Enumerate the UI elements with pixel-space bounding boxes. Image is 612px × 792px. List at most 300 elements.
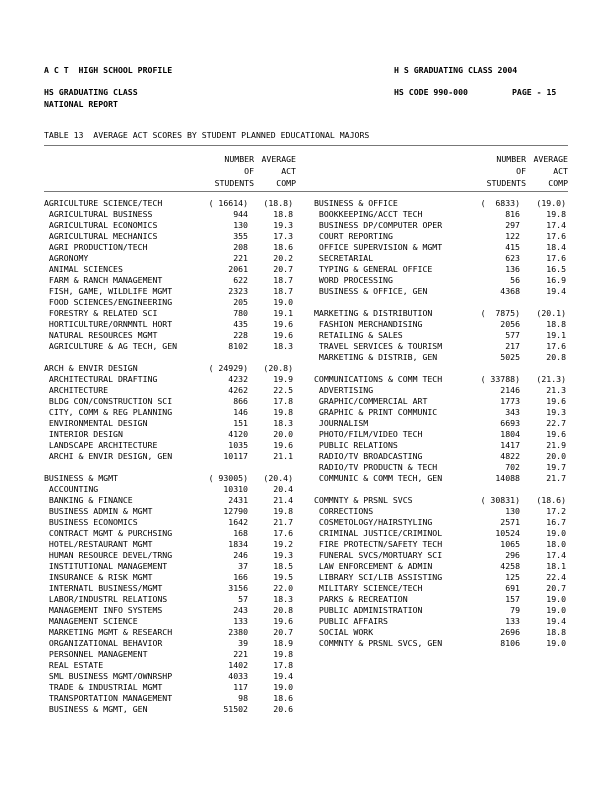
act-average: (21.3) (536, 374, 566, 384)
major-label: MARKETING & DISTRIB, GEN (314, 352, 438, 362)
major-label: BANKING & FINANCE (44, 495, 133, 505)
student-count: 2571 (500, 517, 520, 527)
major-label: CRIMINAL JUSTICE/CRIMINOL (314, 528, 443, 538)
major-label: TRAVEL SERVICES & TOURISM (314, 341, 443, 351)
student-count: 2061 (228, 264, 248, 274)
act-average: (18.8) (263, 198, 293, 208)
act-average: 21.7 (273, 517, 293, 527)
student-count: 228 (233, 330, 248, 340)
table-row (44, 594, 293, 605)
table-row (44, 297, 293, 308)
act-average: 19.6 (273, 440, 293, 450)
table-row (314, 242, 566, 253)
major-label: PARKS & RECREATION (314, 594, 408, 604)
act-average: 18.7 (273, 275, 293, 285)
page-number: PAGE - 15 (512, 87, 557, 97)
act-average: 19.0 (546, 528, 566, 538)
act-average: (20.4) (263, 473, 293, 483)
major-label: INSTITUTIONAL MANAGEMENT (44, 561, 168, 571)
table-row (44, 627, 293, 638)
major-label: AGRICULTURE SCIENCE/TECH (44, 198, 163, 208)
table-row (44, 242, 293, 253)
table-row (314, 561, 566, 572)
major-label: LIBRARY SCI/LIB ASSISTING (314, 572, 443, 582)
act-average: 17.8 (273, 396, 293, 406)
student-count: 623 (505, 253, 520, 263)
top-rule (44, 145, 568, 146)
student-count: 37 (238, 561, 248, 571)
major-label: MARKETING & DISTRIBUTION (314, 308, 433, 318)
table-row (44, 198, 293, 209)
act-average: 19.6 (273, 616, 293, 626)
major-label: FASHION MERCHANDISING (314, 319, 423, 329)
major-label: CONTRACT MGMT & PURCHSING (44, 528, 173, 538)
act-average: (20.1) (536, 308, 566, 318)
major-label: SML BUSINESS MGMT/OWNRSHP (44, 671, 173, 681)
table-row (44, 451, 293, 462)
student-count: 117 (233, 682, 248, 692)
major-label: BOOKKEEPING/ACCT TECH (314, 209, 423, 219)
student-count: 435 (233, 319, 248, 329)
act-average: 18.3 (273, 418, 293, 428)
major-label: HORTICULTURE/ORNMNTL HORT (44, 319, 173, 329)
table-row (44, 616, 293, 627)
act-average: 20.8 (546, 352, 566, 362)
table-row (44, 473, 293, 484)
table-row (44, 330, 293, 341)
act-average: 19.1 (273, 308, 293, 318)
major-label: BUSINESS ECONOMICS (44, 517, 138, 527)
student-count: ( 16614) (208, 198, 248, 208)
act-average: 20.8 (273, 605, 293, 615)
student-count: 51502 (223, 704, 248, 714)
student-count: 205 (233, 297, 248, 307)
act-average: 19.6 (273, 330, 293, 340)
student-count: 297 (505, 220, 520, 230)
student-count: 622 (233, 275, 248, 285)
student-count: 4120 (228, 429, 248, 439)
major-label: MARKETING MGMT & RESEARCH (44, 627, 173, 637)
student-count: 57 (238, 594, 248, 604)
table-row (314, 319, 566, 330)
student-count: 4033 (228, 671, 248, 681)
act-average: 18.3 (273, 594, 293, 604)
table-row (44, 440, 293, 451)
major-label: SOCIAL WORK (314, 627, 374, 637)
major-label: ENVIRONMENTAL DESIGN (44, 418, 148, 428)
act-average: 19.6 (546, 429, 566, 439)
table-row (314, 220, 566, 231)
table-row (314, 462, 566, 473)
table-row (44, 319, 293, 330)
act-average: 20.2 (273, 253, 293, 263)
table-row (44, 231, 293, 242)
major-label: WORD PROCESSING (314, 275, 393, 285)
table-row (314, 209, 566, 220)
major-label: NATURAL RESOURCES MGMT (44, 330, 158, 340)
table-row (314, 550, 566, 561)
student-count: 296 (505, 550, 520, 560)
student-count: 157 (505, 594, 520, 604)
student-count: 2431 (228, 495, 248, 505)
act-average: 19.4 (546, 286, 566, 296)
major-label: INTERIOR DESIGN (44, 429, 123, 439)
act-average: (18.6) (536, 495, 566, 505)
student-count: 2323 (228, 286, 248, 296)
major-label: INTERNATL BUSINESS/MGMT (44, 583, 163, 593)
major-label: HUMAN RESOURCE DEVEL/TRNG (44, 550, 173, 560)
act-average: 18.8 (546, 319, 566, 329)
major-label: MANAGEMENT SCIENCE (44, 616, 138, 626)
table-row (314, 572, 566, 583)
student-count: 2380 (228, 627, 248, 637)
right-average-header: AVERAGE ACT COMP (533, 154, 568, 188)
hs-code: HS CODE 990-000 (394, 87, 468, 97)
student-count: ( 24929) (208, 363, 248, 373)
student-count: 10524 (495, 528, 520, 538)
student-count: 98 (238, 693, 248, 703)
act-average: 17.4 (546, 220, 566, 230)
major-label: BUSINESS & OFFICE, GEN (314, 286, 428, 296)
major-label: COMMNTY & PRSNL SVCS, GEN (314, 638, 443, 648)
report-title: A C T HIGH SCHOOL PROFILE (44, 65, 173, 75)
major-label: AGRICULTURAL ECONOMICS (44, 220, 158, 230)
student-count: 1804 (500, 429, 520, 439)
major-label: COMMNTY & PRSNL SVCS (314, 495, 413, 505)
major-label: COSMETOLOGY/HAIRSTYLING (314, 517, 433, 527)
table-row (314, 440, 566, 451)
act-average: 19.8 (273, 407, 293, 417)
act-average: 16.7 (546, 517, 566, 527)
left-average-header: AVERAGE ACT COMP (261, 154, 296, 188)
major-label: FARM & RANCH MANAGEMENT (44, 275, 163, 285)
act-average: 19.5 (273, 572, 293, 582)
table-row (314, 506, 566, 517)
table-row (44, 605, 293, 616)
student-count: 691 (505, 583, 520, 593)
act-average: 19.6 (546, 396, 566, 406)
act-average: 18.7 (273, 286, 293, 296)
major-label: FISH, GAME, WILDLIFE MGMT (44, 286, 173, 296)
major-label: BUSINESS & OFFICE (314, 198, 398, 208)
act-average: 19.8 (273, 649, 293, 659)
left-number-header: NUMBER OF STUDENTS (214, 154, 254, 188)
major-label: ARCHITECTURAL DRAFTING (44, 374, 158, 384)
table-row (314, 264, 566, 275)
act-average: 17.6 (546, 341, 566, 351)
major-label: GRAPHIC & PRINT COMMUNIC (314, 407, 438, 417)
student-count: 1035 (228, 440, 248, 450)
table-row (314, 385, 566, 396)
student-count: 130 (505, 506, 520, 516)
table-row (314, 231, 566, 242)
table-row (314, 418, 566, 429)
act-average: 17.6 (546, 231, 566, 241)
student-count: 4368 (500, 286, 520, 296)
major-label: FUNERAL SVCS/MORTUARY SCI (314, 550, 443, 560)
major-label: PUBLIC RELATIONS (314, 440, 398, 450)
table-row (44, 682, 293, 693)
student-count: ( 6833) (480, 198, 520, 208)
student-count: 151 (233, 418, 248, 428)
table-row (44, 363, 293, 374)
table-row (314, 286, 566, 297)
national-report-label: NATIONAL REPORT (44, 99, 118, 109)
act-average: 19.9 (273, 374, 293, 384)
act-average: 17.6 (546, 253, 566, 263)
table-row (314, 517, 566, 528)
student-count: 122 (505, 231, 520, 241)
table-row (314, 330, 566, 341)
act-average: 21.7 (546, 473, 566, 483)
table-row (44, 275, 293, 286)
table-row (44, 341, 293, 352)
major-label: PUBLIC AFFAIRS (314, 616, 388, 626)
table-row (314, 341, 566, 352)
student-count: 217 (505, 341, 520, 351)
table-row (44, 220, 293, 231)
student-count: 10117 (223, 451, 248, 461)
act-average: 18.5 (273, 561, 293, 571)
major-label: RADIO/TV BROADCASTING (314, 451, 423, 461)
act-average: 16.5 (546, 264, 566, 274)
student-count: 355 (233, 231, 248, 241)
table-row (44, 495, 293, 506)
header-rule (44, 191, 568, 192)
act-average: 16.9 (546, 275, 566, 285)
act-average: 19.3 (273, 220, 293, 230)
act-average: 19.0 (273, 682, 293, 692)
major-label: ARCHITECTURE (44, 385, 109, 395)
act-average: 21.1 (273, 451, 293, 461)
student-count: 14088 (495, 473, 520, 483)
table-row (314, 352, 566, 363)
major-label: RETAILING & SALES (314, 330, 403, 340)
act-average: 19.8 (546, 209, 566, 219)
act-average: 17.8 (273, 660, 293, 670)
table-row (44, 484, 293, 495)
major-label: COMMUNIC & COMM TECH, GEN (314, 473, 443, 483)
major-label: ADVERTISING (314, 385, 374, 395)
student-count: 577 (505, 330, 520, 340)
act-average: 17.3 (273, 231, 293, 241)
major-label: MILITARY SCIENCE/TECH (314, 583, 423, 593)
act-average: 21.4 (273, 495, 293, 505)
major-label: COMMUNICATIONS & COMM TECH (314, 374, 443, 384)
student-count: 39 (238, 638, 248, 648)
student-count: 208 (233, 242, 248, 252)
student-count: 1402 (228, 660, 248, 670)
major-label: PERSONNEL MANAGEMENT (44, 649, 148, 659)
table-row (314, 275, 566, 286)
table-row (314, 407, 566, 418)
table-row (314, 297, 566, 308)
major-label: COURT REPORTING (314, 231, 393, 241)
act-average: 19.3 (273, 550, 293, 560)
major-label: AGRONOMY (44, 253, 89, 263)
student-count: 866 (233, 396, 248, 406)
major-label: FOOD SCIENCES/ENGINEERING (44, 297, 173, 307)
table-row (44, 462, 293, 473)
act-average: 19.1 (546, 330, 566, 340)
table-row (44, 407, 293, 418)
act-average: 19.2 (273, 539, 293, 549)
table-row (44, 539, 293, 550)
table-row (44, 209, 293, 220)
major-label: TRANSPORTATION MANAGEMENT (44, 693, 173, 703)
table-row (44, 352, 293, 363)
student-count: 816 (505, 209, 520, 219)
table-row (44, 583, 293, 594)
table-row (44, 517, 293, 528)
act-average: 19.6 (273, 319, 293, 329)
right-number-header: NUMBER OF STUDENTS (486, 154, 526, 188)
table-row (314, 396, 566, 407)
student-count: ( 7875) (480, 308, 520, 318)
student-count: 944 (233, 209, 248, 219)
student-count: 702 (505, 462, 520, 472)
student-count: 4262 (228, 385, 248, 395)
major-label: CITY, COMM & REG PLANNING (44, 407, 173, 417)
table-row (314, 616, 566, 627)
student-count: ( 93005) (208, 473, 248, 483)
student-count: ( 30831) (480, 495, 520, 505)
table-row (314, 605, 566, 616)
student-count: 2696 (500, 627, 520, 637)
act-average: 17.2 (546, 506, 566, 516)
student-count: 8102 (228, 341, 248, 351)
act-average: 18.1 (546, 561, 566, 571)
major-label: ORGANIZATIONAL BEHAVIOR (44, 638, 163, 648)
major-label: SECRETARIAL (314, 253, 374, 263)
student-count: 1417 (500, 440, 520, 450)
major-label: MANAGEMENT INFO SYSTEMS (44, 605, 163, 615)
act-average: 18.0 (546, 539, 566, 549)
student-count: 56 (510, 275, 520, 285)
table-row (44, 429, 293, 440)
table-row (314, 374, 566, 385)
table-row (314, 308, 566, 319)
student-count: 4232 (228, 374, 248, 384)
major-label: TYPING & GENERAL OFFICE (314, 264, 433, 274)
major-label: CORRECTIONS (314, 506, 374, 516)
major-label: LAW ENFORCEMENT & ADMIN (314, 561, 433, 571)
major-label: ARCHI & ENVIR DESIGN, GEN (44, 451, 173, 461)
student-count: 2056 (500, 319, 520, 329)
table-row (44, 396, 293, 407)
major-label: ACCOUNTING (44, 484, 99, 494)
act-average: 20.0 (546, 451, 566, 461)
table-row (44, 308, 293, 319)
student-count: 136 (505, 264, 520, 274)
major-label: JOURNALISM (314, 418, 369, 428)
major-label: OFFICE SUPERVISION & MGMT (314, 242, 443, 252)
student-count: 1773 (500, 396, 520, 406)
major-label: ANIMAL SCIENCES (44, 264, 123, 274)
student-count: 415 (505, 242, 520, 252)
student-count: 168 (233, 528, 248, 538)
table-row (314, 495, 566, 506)
table-row (44, 649, 293, 660)
table-row (44, 660, 293, 671)
table-row (44, 374, 293, 385)
student-count: 6693 (500, 418, 520, 428)
table-row (44, 572, 293, 583)
act-average: 18.9 (273, 638, 293, 648)
table-row (314, 451, 566, 462)
major-label: AGRICULTURAL BUSINESS (44, 209, 153, 219)
act-average: 20.7 (273, 264, 293, 274)
table-row (44, 693, 293, 704)
student-count: 1642 (228, 517, 248, 527)
act-average: 18.8 (273, 209, 293, 219)
act-average: 18.6 (273, 693, 293, 703)
table-row (44, 671, 293, 682)
student-count: 133 (505, 616, 520, 626)
major-label: REAL ESTATE (44, 660, 104, 670)
act-average: 19.0 (546, 605, 566, 615)
major-label: GRAPHIC/COMMERCIAL ART (314, 396, 428, 406)
major-label: BUSINESS & MGMT (44, 473, 118, 483)
student-count: 2146 (500, 385, 520, 395)
student-count: 1065 (500, 539, 520, 549)
major-label: INSURANCE & RISK MGMT (44, 572, 153, 582)
student-count: 343 (505, 407, 520, 417)
act-average: 19.0 (273, 297, 293, 307)
student-count: 130 (233, 220, 248, 230)
act-average: 18.8 (546, 627, 566, 637)
major-label: LABOR/INDUSTRL RELATIONS (44, 594, 168, 604)
table-row (314, 363, 566, 374)
table-row (44, 550, 293, 561)
act-average: 19.4 (273, 671, 293, 681)
student-count: 243 (233, 605, 248, 615)
table-row (44, 561, 293, 572)
student-count: 12790 (223, 506, 248, 516)
hs-graduating-class-label: HS GRADUATING CLASS (44, 87, 138, 97)
table-row (314, 253, 566, 264)
table-row (314, 198, 566, 209)
act-average: 21.3 (546, 385, 566, 395)
act-average: 22.0 (273, 583, 293, 593)
major-label: TRADE & INDUSTRIAL MGMT (44, 682, 163, 692)
student-count: 133 (233, 616, 248, 626)
table-row (314, 539, 566, 550)
major-label: PHOTO/FILM/VIDEO TECH (314, 429, 423, 439)
student-count: 246 (233, 550, 248, 560)
major-label: HOTEL/RESTAURANT MGMT (44, 539, 153, 549)
graduating-class-title: H S GRADUATING CLASS 2004 (394, 65, 518, 75)
act-average: (20.8) (263, 363, 293, 373)
act-average: 22.5 (273, 385, 293, 395)
table-row (44, 638, 293, 649)
act-average: 20.6 (273, 704, 293, 714)
table-row (44, 528, 293, 539)
act-average: 19.0 (546, 594, 566, 604)
act-average: 19.3 (546, 407, 566, 417)
table-row (44, 704, 293, 715)
table-row (44, 253, 293, 264)
act-average: 17.6 (273, 528, 293, 538)
student-count: 1834 (228, 539, 248, 549)
table-row (44, 264, 293, 275)
student-count: 10310 (223, 484, 248, 494)
major-label: BUSINESS ADMIN & MGMT (44, 506, 153, 516)
student-count: 221 (233, 253, 248, 263)
student-count: 125 (505, 572, 520, 582)
table-row (314, 484, 566, 495)
act-average: 18.6 (273, 242, 293, 252)
